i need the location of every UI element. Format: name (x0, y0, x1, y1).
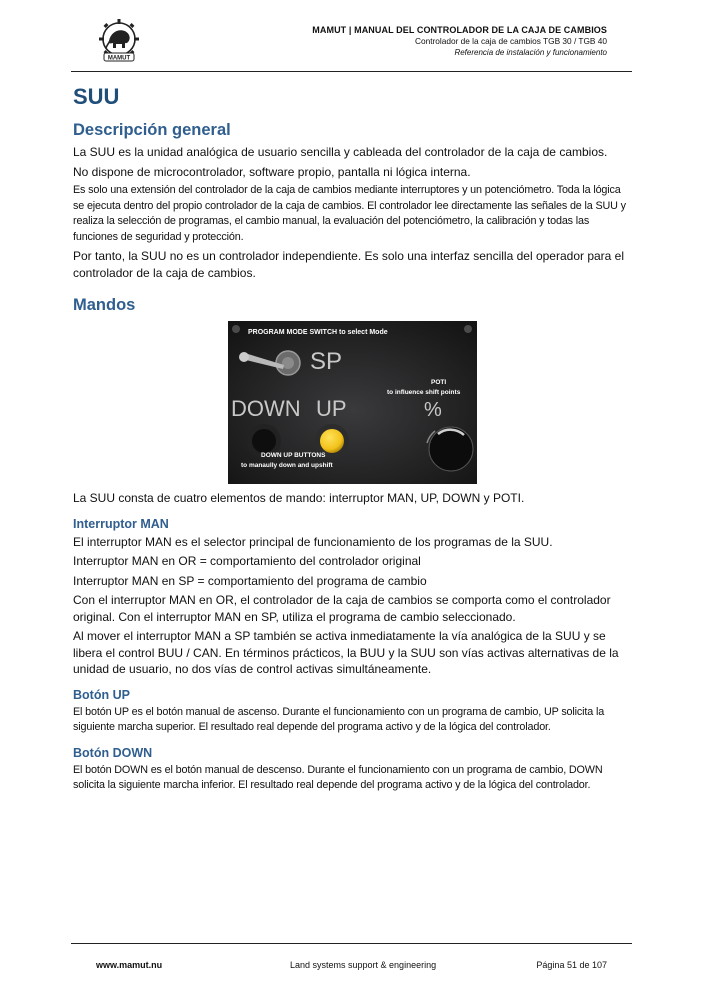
photo-label-poti-sub: to influence shift points (387, 389, 461, 396)
paragraph: La SUU es la unidad analógica de usuario sencilla y cableada del controlador de la caja de cambios. (73, 145, 608, 159)
heading-boton-down: Botón DOWN (73, 745, 153, 760)
paragraph: Interruptor MAN en OR = comportamiento del controlador original (73, 554, 421, 568)
header-subtitle: Controlador de la caja de cambios TGB 30 / TGB 40 (414, 36, 607, 46)
paragraph: El interruptor MAN es el selector principal de funcionamiento de los programas de la SUU. (73, 534, 553, 549)
photo-label-down: DOWN (231, 396, 301, 421)
paragraph: Interruptor MAN en SP = comportamiento del programa de cambio (73, 573, 427, 588)
paragraph: Con el interruptor MAN en OR, el controlador de la caja de cambios se comporta como el controlador original. Con el interruptor MAN en SP, utiliza el programa de cambio seleccionado. (73, 593, 611, 624)
photo-label-mode-switch: PROGRAM MODE SWITCH to select Mode (248, 329, 388, 336)
paragraph: La SUU consta de cuatro elementos de mando: interruptor MAN, UP, DOWN y POTI. (73, 491, 525, 505)
photo-label-buttons: DOWN UP BUTTONS (261, 452, 326, 459)
paragraph: Por tanto, la SUU no es un controlador independiente. Es solo una interfaz sencilla del operador para el controlador de la caja de cambios. (73, 249, 625, 280)
page-content (73, 84, 633, 797)
photo-label-percent: % (424, 399, 442, 421)
heading-descripcion: Descripción general (73, 121, 231, 139)
heading-boton-up: Botón UP (73, 687, 130, 702)
paragraph: Al mover el interruptor MAN a SP también se activa inmediatamente la vía analógica de la SUU y se libera el control BUU / CAN. En términos prácticos, la BUU y la SUU son vías activas alternativas de la unidad de usuario, no dos vías de control activas simultáneamente. (73, 629, 619, 676)
heading-mandos: Mandos (73, 296, 136, 314)
footer-website: www.mamut.nu (96, 960, 163, 970)
header-divider (71, 71, 632, 72)
logo-text: MAMUT (107, 55, 131, 62)
document-header (312, 25, 607, 58)
paragraph: No dispone de microcontrolador, software propio, pantalla ni lógica interna. (73, 164, 471, 179)
page-title: SUU (73, 84, 120, 109)
photo-label-up: UP (316, 396, 347, 421)
photo-label-poti: POTI (431, 379, 447, 386)
mamut-logo (95, 17, 143, 63)
header-title: MAMUT | MANUAL DEL CONTROLADOR DE LA CAJA DE CAMBIOS (312, 25, 607, 35)
suu-controls-photo (228, 321, 477, 484)
paragraph: El botón UP es el botón manual de ascenso. Durante el funcionamiento con un programa de cambio, UP solicita la siguiente marcha superior. El resultado real depende del programa activo y de la lógica del controlador. (73, 705, 605, 733)
footer-page-number: Página 51 de 107 (536, 960, 607, 970)
photo-label-sp: SP (310, 348, 343, 375)
footer-divider (71, 943, 632, 944)
photo-label-buttons-sub: to manaully down and upshift (241, 462, 333, 469)
footer-tagline: Land systems support & engineering (290, 960, 437, 970)
paragraph: Es solo una extensión del controlador de la caja de cambios mediante interruptores y un potenciómetro. Toda la lógica se ejecuta dentro del propio controlador de la caja de cambios. El controlador lee directamente las señales de la SUU y realiza la selección de programas, el cambio manual, la evaluación del potenciómetro, la calibración y todas las funciones de seguridad y protección. (73, 184, 626, 243)
header-subtitle-italic: Referencia de instalación y funcionamiento (454, 48, 607, 57)
paragraph: El botón DOWN es el botón manual de descenso. Durante el funcionamiento con un programa de cambio, DOWN solicita la siguiente marcha inferior. El resultado real depende del programa activo y de la lógica del controlador. (73, 763, 603, 791)
heading-interruptor-man: Interruptor MAN (73, 516, 169, 531)
